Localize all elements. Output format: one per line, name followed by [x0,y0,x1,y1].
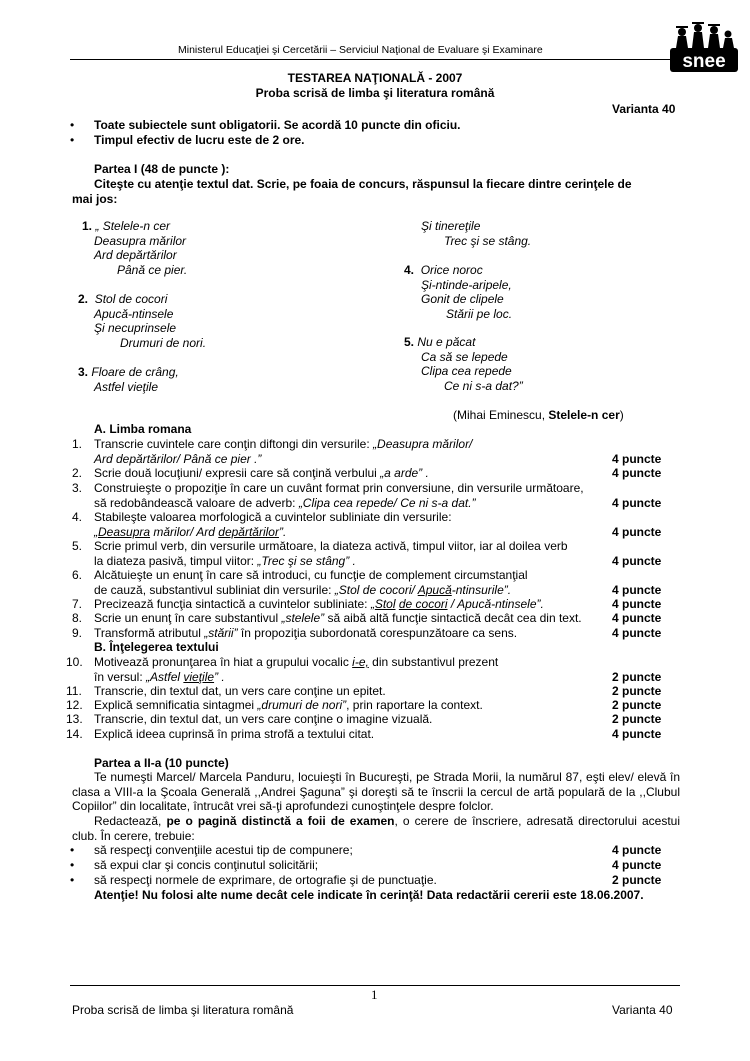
q-number: 11. [66,684,82,698]
q-number: 13. [66,712,83,726]
q-number: 4. [72,510,83,524]
poem-source: (Mihai Eminescu, Stelele-n cer) [453,408,624,422]
points-q13: 2 puncte [612,712,662,726]
q-number: 1. [72,437,83,451]
question-9: Transformă atributul „stării” în propoziţia subordonată corespunzătoare ca sens. [94,626,518,640]
question-11: Transcrie, din textul dat, un vers care conţine un epitet. [94,684,386,698]
logo-text: snee [682,51,726,72]
part2-paragraph-1: Te numeşti Marcel/ Marcela Panduru, locuieşti în Bucureşti, pe Strada Morii, la numărul 87, eşti elev/ elevă în clasa a VIII-a la Şcoala Generală ,,Andrei Şaguna” şi doreşti să te înscrii la cercul de artă populară de la ,,Clubul Copiilor” din localitate, întrucât vrei să-ţi aprofundezi cunoştinţele despre folclor. [72,770,680,814]
poem-stanza-5: 5. Nu e păcat Ca să se lepede Clipa cea repede Ce ni s-a dat?” [404,335,523,393]
bullet-icon: • [70,858,75,872]
question-14: Explică ideea cuprinsă în prima strofă a textului citat. [94,727,375,741]
points-q9: 4 puncte [612,626,662,640]
points-q6: 4 puncte [612,583,662,597]
footer-divider [70,985,680,986]
question-6: Alcătuieşte un enunţ în care să introduci, cu funcţie de complement circumstanţial [94,568,528,582]
question-8: Scrie un enunţ în care substantivul „stelele” să aibă altă funcţie sintactică decât cea din text. [94,611,582,625]
points-q2: 4 puncte [612,466,662,480]
points-q5: 4 puncte [612,554,662,568]
page-number: 1 [371,987,378,1002]
bullet-icon: • [70,133,75,147]
footer-right: Varianta 40 [612,1003,673,1017]
question-3-cont: să redobândească valoare de adverb: „Clipa cea repede/ Ce ni s-a dat.” [94,496,476,510]
poem-stanza-4: 4. Orice noroc Şi-ntinde-aripele, Gonit de clipele Stării pe loc. [404,263,513,321]
requirement-3: să respecţi normele de exprimare, de ortografie şi de punctuaţie. [94,873,437,887]
points-q12: 2 puncte [612,698,662,712]
bullet-icon: • [70,118,75,132]
points-q1: 4 puncte [612,452,662,466]
exam-subtitle: Proba scrisă de limba şi literatura română [255,86,495,100]
points-q7: 4 puncte [612,597,662,611]
question-12: Explică semnificatia sintagmei „drumuri de nori”, prin raportare la context. [94,698,483,712]
q-number: 10. [66,655,83,669]
question-2: Scrie două locuţiuni/ expresii care să conţină verbului „a arde” . [94,466,429,480]
points-req1: 4 puncte [612,843,662,857]
points-q4: 4 puncte [612,525,662,539]
q-number: 7. [72,597,83,611]
question-6-cont: de cauză, substantivul subliniat din versurile: „Stol de cocori/ Apucă-ntinsurile”. [94,583,512,597]
points-q3: 4 puncte [612,496,662,510]
q-number: 14. [66,727,83,741]
points-q8: 4 puncte [612,611,662,625]
q-number: 12. [66,698,83,712]
points-req2: 4 puncte [612,858,662,872]
points-q10: 2 puncte [612,670,662,684]
question-10-cont: în versul: „Astfel vieţile” . [94,670,225,684]
q-number: 2. [72,466,83,480]
question-10: Motivează pronunţarea în hiat a grupului vocalic i-e, din substantivul prezent [94,655,499,669]
poem-stanza-3-end: Şi tinereţile Trec şi se stâng. [421,219,532,248]
footer-left: Proba scrisă de limba şi literatura română [72,1003,294,1017]
bullet-icon: • [70,873,75,887]
requirement-2: să expui clar şi concis conţinutul solicitării; [94,858,319,872]
warning-note: Atenţie! Nu folosi alte nume decât cele indicate în cerinţă! Data redactării cererii este 18.06.2007. [94,888,644,902]
points-req3: 2 puncte [612,873,662,887]
q-number: 3. [72,481,83,495]
question-5-cont: la diateza pasivă, timpul viitor: „Trec şi se stâng” . [94,554,356,568]
q-number: 5. [72,539,83,553]
snee-logo [668,18,740,74]
question-3: Construieşte o propoziţie în care un cuvânt format prin conversiune, din versurile următoare, [94,481,584,495]
q-number: 6. [72,568,83,582]
q-number: 9. [72,626,83,640]
poem-stanza-1: 1. „ Stelele-n cer Deasupra mărilor Ard depărtărilor Până ce pier. [82,219,188,277]
question-13: Transcrie, din textul dat, un vers care conţine o imagine vizuală. [94,712,433,726]
question-1-cont: Ard depărtărilor/ Până ce pier .” [94,452,262,466]
question-4: Stabileşte valoarea morfologică a cuvintelor subliniate din versurile: [94,510,452,524]
header-divider [70,59,672,60]
part2-heading: Partea a II-a (10 puncte) [94,756,229,770]
rule-2: Timpul efectiv de lucru este de 2 ore. [94,133,305,147]
q-number: 8. [72,611,83,625]
bullet-icon: • [70,843,75,857]
poem-stanza-3: 3. Floare de crâng, Astfel vieţile [78,365,179,394]
part2-paragraph-2: Redactează, pe o pagină distinctă a foii de examen, o cerere de înscriere, adresată directorului acestui club. În cerere, trebuie: [72,814,681,843]
ministry-header: Ministerul Educaţiei şi Cercetării – Serviciul Naţional de Evaluare şi Examinare [178,44,543,56]
points-q14: 4 puncte [612,727,662,741]
part1-heading: Partea I (48 de puncte ): [94,162,230,176]
question-7: Precizează funcţia sintactică a cuvintelor subliniate: „Stol de cocori / Apucă-ntinsele”. [94,597,544,611]
question-4-cont: „Deasupra mărilor/ Ard depărtărilor”. [94,525,287,539]
poem-stanza-2: 2. Stol de cocori Apucă-ntinsele Şi necuprinsele Drumuri de nori. [78,292,207,350]
exam-title: TESTAREA NAŢIONALĂ - 2007 [287,71,463,85]
question-5: Scrie primul verb, din versurile următoare, la diateza activă, timpul viitor, iar al doilea verb [94,539,568,553]
points-q11: 2 puncte [612,684,662,698]
question-1: Transcrie cuvintele care conţin diftongi din versurile: „Deasupra mărilor/ [94,437,473,451]
section-a-heading: A. Limba romana [94,422,192,436]
variant-label: Varianta 40 [612,102,676,116]
section-b-heading: B. Înţelegerea textului [94,640,219,654]
requirement-1: să respecţi convenţiile acestui tip de compunere; [94,843,353,857]
part1-instruction: Citeşte cu atenţie textul dat. Scrie, pe foaia de concurs, răspunsul la fiecare dintre cerinţele de [94,177,632,191]
rule-1: Toate subiectele sunt obligatorii. Se acordă 10 puncte din oficiu. [94,118,461,132]
part1-instruction-cont: mai jos: [72,192,118,206]
